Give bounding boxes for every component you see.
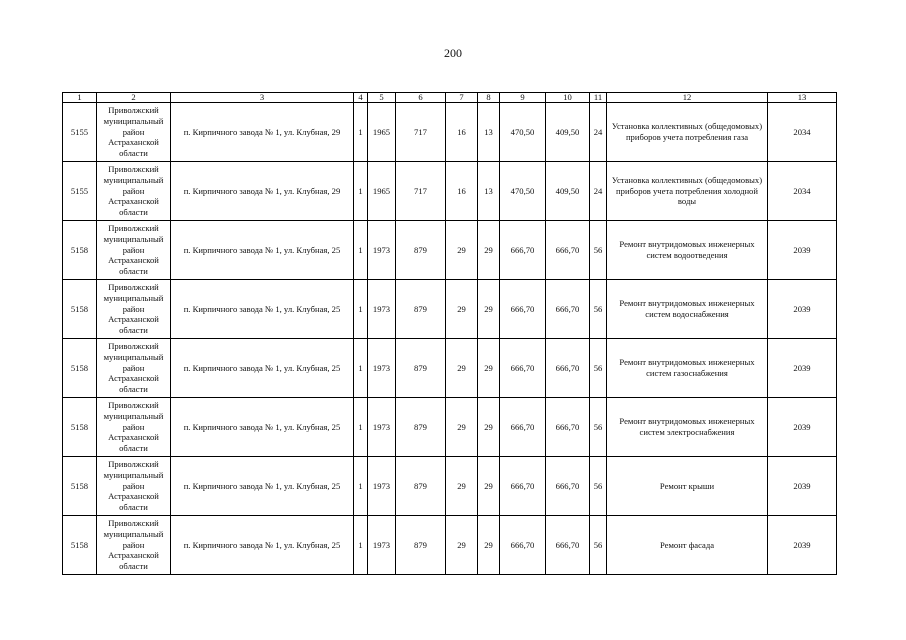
district-line: Астраханской [108,373,159,384]
district-line: Астраханской [108,314,159,325]
column-10-cell: 666,70 [546,339,590,398]
header-cell: 1 [63,93,97,103]
district-line: Приволжский [108,459,159,470]
column-10-cell: 666,70 [546,398,590,457]
district-line: район [122,303,145,314]
district-line: Астраханской [108,550,159,561]
district-cell [97,457,171,516]
district-line: Приволжский [108,341,159,352]
district-line: Астраханской [108,491,159,502]
district-line: муниципальный [103,528,164,539]
district-line: муниципальный [103,115,164,126]
column-7-cell: 29 [446,398,478,457]
district-line: район [122,185,145,196]
column-8-cell: 29 [478,339,500,398]
address-cell: п. Кирпичного завода № 1, ул. Клубная, 25 [171,398,354,457]
column-4-cell: 1 [354,280,368,339]
district-line: муниципальный [103,233,164,244]
district-line: Приволжский [108,164,159,175]
house-id-cell: 5158 [63,280,97,339]
district-line: муниципальный [103,351,164,362]
district-line: район [122,421,145,432]
column-10-cell: 666,70 [546,221,590,280]
district-line: области [119,443,148,454]
column-10-cell: 409,50 [546,103,590,162]
column-7-cell: 29 [446,221,478,280]
plan-year-cell: 2039 [768,280,837,339]
column-9-cell: 666,70 [500,339,546,398]
district-line: области [119,266,148,277]
district-line: район [122,126,145,137]
district-line: Астраханской [108,432,159,443]
district-line: области [119,148,148,159]
district-line: Астраханской [108,196,159,207]
column-11-cell: 56 [590,339,607,398]
column-6-cell: 879 [396,516,446,575]
work-type-cell: Ремонт внутридомовых инженерных систем газоснабжения [607,339,768,398]
address-cell: п. Кирпичного завода № 1, ул. Клубная, 25 [171,339,354,398]
district-line: Приволжский [108,518,159,529]
district-line: Приволжский [108,282,159,293]
header-cell: 12 [607,93,768,103]
column-6-cell: 717 [396,103,446,162]
house-id-cell: 5158 [63,339,97,398]
house-id-cell: 5155 [63,162,97,221]
column-6-cell: 879 [396,221,446,280]
district-cell [97,398,171,457]
work-type-cell: Установка коллективных (общедомовых) приборов учета потребления газа [607,103,768,162]
table-body [63,103,837,575]
district-line: Приволжский [108,223,159,234]
district-line: район [122,244,145,255]
column-10-cell: 666,70 [546,516,590,575]
house-id-cell: 5158 [63,398,97,457]
header-cell: 4 [354,93,368,103]
header-cell: 3 [171,93,354,103]
column-6-cell: 717 [396,162,446,221]
column-7-cell: 16 [446,103,478,162]
column-11-cell: 56 [590,221,607,280]
column-4-cell: 1 [354,516,368,575]
plan-year-cell: 2034 [768,162,837,221]
column-9-cell: 470,50 [500,103,546,162]
table-row [63,280,837,339]
column-10-cell: 666,70 [546,457,590,516]
district-line: области [119,325,148,336]
table-header [63,93,837,103]
plan-year-cell: 2039 [768,516,837,575]
column-4-cell: 1 [354,221,368,280]
district-line: район [122,362,145,373]
column-6-cell: 879 [396,398,446,457]
column-8-cell: 13 [478,103,500,162]
column-4-cell: 1 [354,457,368,516]
table-row [63,457,837,516]
work-type-cell: Ремонт крыши [607,457,768,516]
column-8-cell: 29 [478,398,500,457]
column-11-cell: 56 [590,457,607,516]
plan-year-cell: 2039 [768,457,837,516]
district-cell [97,221,171,280]
district-line: Приволжский [108,105,159,116]
column-8-cell: 29 [478,280,500,339]
capital-repair-table [62,92,837,575]
address-cell: п. Кирпичного завода № 1, ул. Клубная, 29 [171,103,354,162]
address-cell: п. Кирпичного завода № 1, ул. Клубная, 25 [171,280,354,339]
plan-year-cell: 2034 [768,103,837,162]
column-9-cell: 666,70 [500,516,546,575]
district-line: муниципальный [103,469,164,480]
header-cell: 9 [500,93,546,103]
column-4-cell: 1 [354,162,368,221]
year-built-cell: 1973 [368,457,396,516]
plan-year-cell: 2039 [768,221,837,280]
table-row [63,339,837,398]
column-11-cell: 24 [590,103,607,162]
column-7-cell: 29 [446,516,478,575]
address-cell: п. Кирпичного завода № 1, ул. Клубная, 29 [171,162,354,221]
district-line: области [119,207,148,218]
column-8-cell: 29 [478,457,500,516]
district-line: муниципальный [103,174,164,185]
column-6-cell: 879 [396,280,446,339]
address-cell: п. Кирпичного завода № 1, ул. Клубная, 25 [171,457,354,516]
table-row [63,103,837,162]
year-built-cell: 1965 [368,103,396,162]
table-row [63,221,837,280]
district-cell [97,339,171,398]
year-built-cell: 1973 [368,339,396,398]
header-cell: 10 [546,93,590,103]
header-cell: 11 [590,93,607,103]
year-built-cell: 1973 [368,398,396,457]
column-4-cell: 1 [354,103,368,162]
header-cell: 7 [446,93,478,103]
work-type-cell: Ремонт внутридомовых инженерных систем электроснабжения [607,398,768,457]
column-7-cell: 29 [446,280,478,339]
district-line: Приволжский [108,400,159,411]
table-row [63,398,837,457]
header-cell: 6 [396,93,446,103]
column-7-cell: 29 [446,457,478,516]
year-built-cell: 1973 [368,221,396,280]
column-9-cell: 666,70 [500,221,546,280]
column-8-cell: 29 [478,516,500,575]
plan-year-cell: 2039 [768,339,837,398]
header-row [63,93,837,103]
address-cell: п. Кирпичного завода № 1, ул. Клубная, 25 [171,221,354,280]
district-line: области [119,561,148,572]
work-type-cell: Ремонт внутридомовых инженерных систем водоотведения [607,221,768,280]
year-built-cell: 1965 [368,162,396,221]
district-line: муниципальный [103,410,164,421]
column-11-cell: 56 [590,516,607,575]
column-9-cell: 666,70 [500,457,546,516]
district-line: муниципальный [103,292,164,303]
work-type-cell: Ремонт внутридомовых инженерных систем водоснабжения [607,280,768,339]
column-8-cell: 13 [478,162,500,221]
plan-year-cell: 2039 [768,398,837,457]
district-line: области [119,502,148,513]
header-cell: 8 [478,93,500,103]
work-type-cell: Ремонт фасада [607,516,768,575]
table-row [63,162,837,221]
column-7-cell: 16 [446,162,478,221]
column-9-cell: 470,50 [500,162,546,221]
column-11-cell: 56 [590,280,607,339]
district-cell [97,516,171,575]
district-line: Астраханской [108,255,159,266]
year-built-cell: 1973 [368,516,396,575]
house-id-cell: 5155 [63,103,97,162]
district-line: Астраханской [108,137,159,148]
district-line: район [122,539,145,550]
table-row [63,516,837,575]
column-8-cell: 29 [478,221,500,280]
column-9-cell: 666,70 [500,398,546,457]
district-line: области [119,384,148,395]
column-11-cell: 56 [590,398,607,457]
district-cell [97,280,171,339]
header-cell: 13 [768,93,837,103]
column-6-cell: 879 [396,457,446,516]
column-4-cell: 1 [354,398,368,457]
house-id-cell: 5158 [63,516,97,575]
column-9-cell: 666,70 [500,280,546,339]
column-4-cell: 1 [354,339,368,398]
page-number: 200 [444,46,462,60]
column-10-cell: 666,70 [546,280,590,339]
column-11-cell: 24 [590,162,607,221]
district-line: район [122,480,145,491]
work-type-cell: Установка коллективных (общедомовых) приборов учета потребления холодной воды [607,162,768,221]
house-id-cell: 5158 [63,221,97,280]
header-cell: 5 [368,93,396,103]
address-cell: п. Кирпичного завода № 1, ул. Клубная, 25 [171,516,354,575]
column-7-cell: 29 [446,339,478,398]
year-built-cell: 1973 [368,280,396,339]
column-10-cell: 409,50 [546,162,590,221]
district-cell [97,162,171,221]
house-id-cell: 5158 [63,457,97,516]
header-cell: 2 [97,93,171,103]
district-cell [97,103,171,162]
column-6-cell: 879 [396,339,446,398]
